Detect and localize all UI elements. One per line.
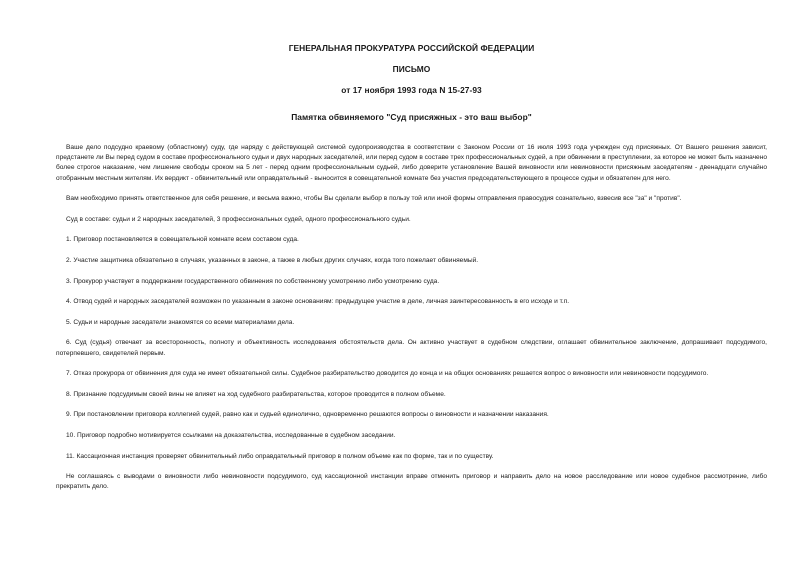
paragraph-item-7: 7. Отказ прокурора от обвинения для суда не имеет обязательной силы. Судебное разбирательство доводится до конца и на общих основаниях решается вопрос о виновности или невиновности подсудимого. xyxy=(66,370,709,378)
document-body xyxy=(56,143,767,493)
paragraph-item-2: 2. Участие защитника обязательно в случаях, указанных в законе, а также в любых других случаях, когда того пожелает обвиняемый. xyxy=(66,256,479,264)
paragraph-item-3: 3. Прокурор участвует в поддержании государственного обвинения по собственному усмотрению либо усмотрению суда. xyxy=(66,277,440,285)
document-type-heading: ПИСЬМО xyxy=(392,64,431,74)
document-title: Памятка обвиняемого "Суд присяжных - это ваш выбор" xyxy=(291,112,532,122)
paragraph-item-6: 6. Суд (судья) отвечает за всесторонность, полноту и объективность исследования обстоятельств дела. Он активно участвует в судебном следствии, оглашает обвинительное заключение, допрашивает подсудимого, потерпевшего, свидетелей первым. xyxy=(56,339,767,357)
organization-heading: ГЕНЕРАЛЬНАЯ ПРОКУРАТУРА РОССИЙСКОЙ ФЕДЕРАЦИИ xyxy=(288,43,535,53)
paragraph-item-4: 4. Отвод судей и народных заседателей возможен по указанным в законе основаниям: предыдущее участие в деле, личная заинтересованность в его исходе и т.п. xyxy=(66,298,570,306)
paragraph-cassation: Не соглашаясь с выводами о виновности либо невиновности подсудимого, суд кассационной инстанции вправе отменить приговор и направить дело на новое расследование или новое судебное рассмотрение, либо прекратить дело. xyxy=(56,473,767,491)
paragraph-item-11: 11. Кассационная инстанция проверяет обвинительный либо оправдательный приговор в полном объеме как по форме, так и по существу. xyxy=(66,452,494,460)
paragraph-item-1: 1. Приговор постановляется в совещательной комнате всем составом суда. xyxy=(66,236,299,244)
paragraph-item-9: 9. При постановлении приговора коллегией судей, равно как и судьей единолично, одновременно решаются вопросы о виновности и назначении наказания. xyxy=(66,411,549,419)
paragraph-decision: Вам необходимо принять ответственное для себя решение, и весьма важно, чтобы Вы сделали выбор в пользу той или иной формы отправления правосудия сознательно, взвесив все "за" и "против". xyxy=(66,195,682,203)
paragraph-item-8: 8. Признание подсудимым своей вины не влияет на ход судебного разбирательства, которое проводится в полном объеме. xyxy=(66,390,446,398)
paragraph-court-composition: Суд в составе: судьи и 2 народных заседателей, 3 профессиональных судей, одного профессионального судьи. xyxy=(66,215,411,223)
paragraph-intro: Ваше дело подсудно краевому (областному) суду, где наряду с действующей системой судопроизводства в соответствии с Законом России от 16 июля 1993 года учрежден суд присяжных. От Вашего решения зависит, предстанете ли Вы перед судом в составе профессионального судьи и двух народных заседателей, или перед судом в составе трех профессиональных судей, а при обвинении в преступлении, за которое не может быть назначено более строгое наказание, чем лишение свободы сроком на 5 лет - перед одним профессиональным судьей, либо доверите установление Вашей виновности или невиновности присяжным заседателям - двенадцати случайно отобранным местным жителям. Их вердикт - обвинительный или оправдательный - выносится в совещательной комнате без участия председательствующего в процессе судьи и обязателен для него. xyxy=(56,144,767,182)
paragraph-item-5: 5. Судьи и народные заседатели знакомятся со всеми материалами дела. xyxy=(66,318,295,326)
paragraph-item-10: 10. Приговор подробно мотивируется ссылками на доказательства, исследованные в судебном заседании. xyxy=(66,431,396,439)
document-date-number: от 17 ноября 1993 года N 15-27-93 xyxy=(341,85,482,95)
